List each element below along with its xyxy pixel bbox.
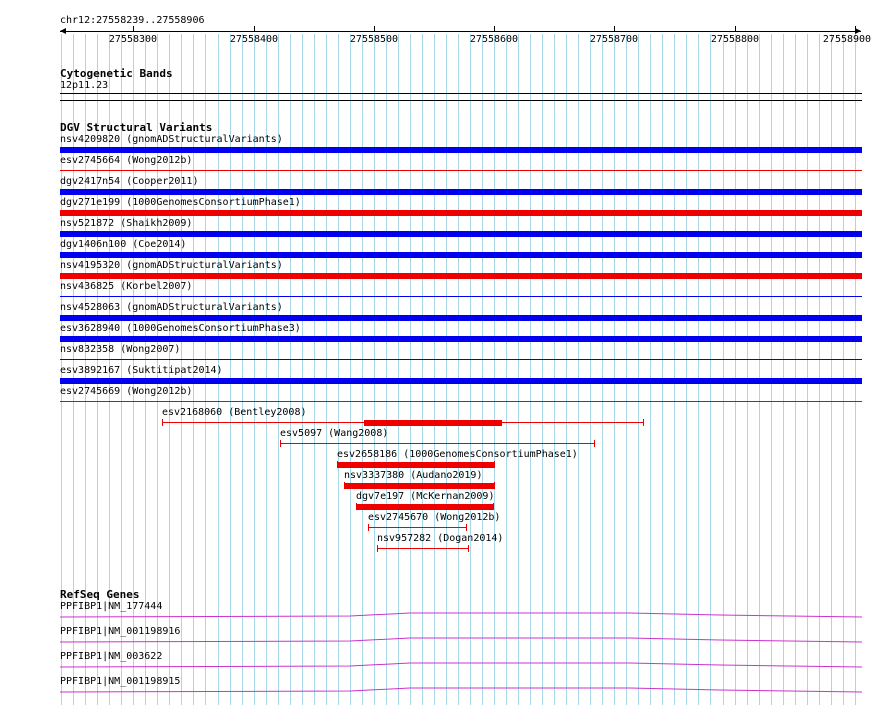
variant-end-cap — [643, 419, 644, 426]
variant-end-cap — [280, 440, 281, 447]
cytoband-label: 12p11.23 — [60, 80, 109, 91]
variant-label[interactable]: dgv7e197 (McKernan2009) — [356, 491, 495, 502]
variant-bar[interactable] — [60, 336, 862, 342]
variant-label[interactable]: dgv2417n54 (Cooper2011) — [60, 176, 199, 187]
ruler-tick — [254, 26, 255, 32]
gene-intron-line — [60, 663, 862, 667]
ruler-tick-label: 27558900 — [822, 34, 872, 45]
variant-label[interactable]: nsv3337380 (Audano2019) — [344, 470, 483, 481]
variant-label[interactable]: esv2168060 (Bentley2008) — [162, 407, 307, 418]
ruler-tick-label: 27558300 — [108, 34, 158, 45]
variant-end-cap — [368, 524, 369, 531]
variant-bar[interactable] — [60, 401, 862, 402]
variant-label[interactable]: esv2658186 (1000GenomesConsortiumPhase1) — [337, 449, 578, 460]
ruler-tick-label: 27558700 — [589, 34, 639, 45]
gene-label[interactable]: PPFIBP1|NM_001198916 — [60, 626, 181, 637]
cytoband-band-line-top — [60, 93, 862, 94]
variant-bar[interactable] — [337, 462, 494, 468]
ruler-tick-label: 27558600 — [469, 34, 519, 45]
variant-label[interactable]: esv2745670 (Wong2012b) — [368, 512, 501, 523]
ruler-tick — [614, 26, 615, 32]
cytoband-title: Cytogenetic Bands — [60, 67, 173, 80]
gene-model[interactable] — [60, 687, 862, 693]
ruler-tick — [855, 26, 856, 32]
variant-bar[interactable] — [60, 189, 862, 195]
variant-bar[interactable] — [356, 504, 493, 510]
region-label: chr12:27558239..27558906 — [60, 15, 205, 26]
variant-label[interactable]: esv3628940 (1000GenomesConsortiumPhase3) — [60, 323, 301, 334]
variant-label[interactable]: nsv832358 (Wong2007) — [60, 344, 181, 355]
variant-label[interactable]: nsv4195320 (gnomADStructuralVariants) — [60, 260, 283, 271]
gene-label[interactable]: PPFIBP1|NM_001198915 — [60, 676, 181, 687]
variant-line[interactable] — [377, 548, 468, 549]
variant-end-cap — [466, 524, 467, 531]
ruler-axis-line — [60, 31, 861, 32]
variant-label[interactable]: esv2745669 (Wong2012b) — [60, 386, 193, 397]
gene-model[interactable] — [60, 662, 862, 668]
ruler-tick-label: 27558500 — [349, 34, 399, 45]
gene-intron-line — [60, 688, 862, 692]
variant-label[interactable]: nsv957282 (Dogan2014) — [377, 533, 504, 544]
cytoband-band-line-bottom — [60, 100, 862, 101]
variant-label[interactable]: nsv521872 (Shaikh2009) — [60, 218, 193, 229]
variant-label[interactable]: dgv271e199 (1000GenomesConsortiumPhase1) — [60, 197, 301, 208]
ruler-tick — [374, 26, 375, 32]
variant-bar[interactable] — [60, 147, 862, 153]
refseq-title: RefSeq Genes — [60, 588, 140, 601]
variant-label[interactable]: dgv1406n100 (Coe2014) — [60, 239, 187, 250]
ruler-tick-label: 27558400 — [229, 34, 279, 45]
gene-intron-line — [60, 613, 862, 617]
variant-label[interactable]: esv2745664 (Wong2012b) — [60, 155, 193, 166]
ruler-tick — [735, 26, 736, 32]
ruler-left-arrow — [60, 28, 66, 34]
variant-bar[interactable] — [60, 231, 862, 237]
variant-end-cap — [162, 419, 163, 426]
variant-bar[interactable] — [60, 210, 862, 216]
variant-bar[interactable] — [60, 359, 862, 360]
ruler-tick — [494, 26, 495, 32]
variant-label[interactable]: esv3892167 (Suktitipat2014) — [60, 365, 223, 376]
gene-label[interactable]: PPFIBP1|NM_177444 — [60, 601, 163, 612]
variant-bar[interactable] — [364, 420, 502, 426]
variant-bar[interactable] — [60, 296, 862, 297]
variant-end-cap — [494, 482, 495, 489]
variant-end-cap — [594, 440, 595, 447]
variant-bar[interactable] — [60, 252, 862, 258]
variant-label[interactable]: nsv436825 (Korbel2007) — [60, 281, 193, 292]
variant-bar[interactable] — [60, 315, 862, 321]
variant-line[interactable] — [368, 527, 466, 528]
gene-model[interactable] — [60, 612, 862, 618]
variant-label[interactable]: nsv4528063 (gnomADStructuralVariants) — [60, 302, 283, 313]
variant-end-cap — [493, 503, 494, 510]
variant-end-cap — [494, 461, 495, 468]
variant-line[interactable] — [280, 443, 594, 444]
variant-end-cap — [377, 545, 378, 552]
variant-label[interactable]: esv5097 (Wang2008) — [280, 428, 389, 439]
variant-bar[interactable] — [344, 483, 494, 489]
variant-bar[interactable] — [60, 273, 862, 279]
dgv-title: DGV Structural Variants — [60, 121, 213, 134]
ruler-tick-label: 27558800 — [710, 34, 760, 45]
variant-bar[interactable] — [60, 378, 862, 384]
variant-bar[interactable] — [60, 170, 862, 171]
gene-intron-line — [60, 638, 862, 642]
gene-model[interactable] — [60, 637, 862, 643]
gene-label[interactable]: PPFIBP1|NM_003622 — [60, 651, 163, 662]
variant-label[interactable]: nsv4209820 (gnomADStructuralVariants) — [60, 134, 283, 145]
variant-end-cap — [468, 545, 469, 552]
ruler-tick — [133, 26, 134, 32]
